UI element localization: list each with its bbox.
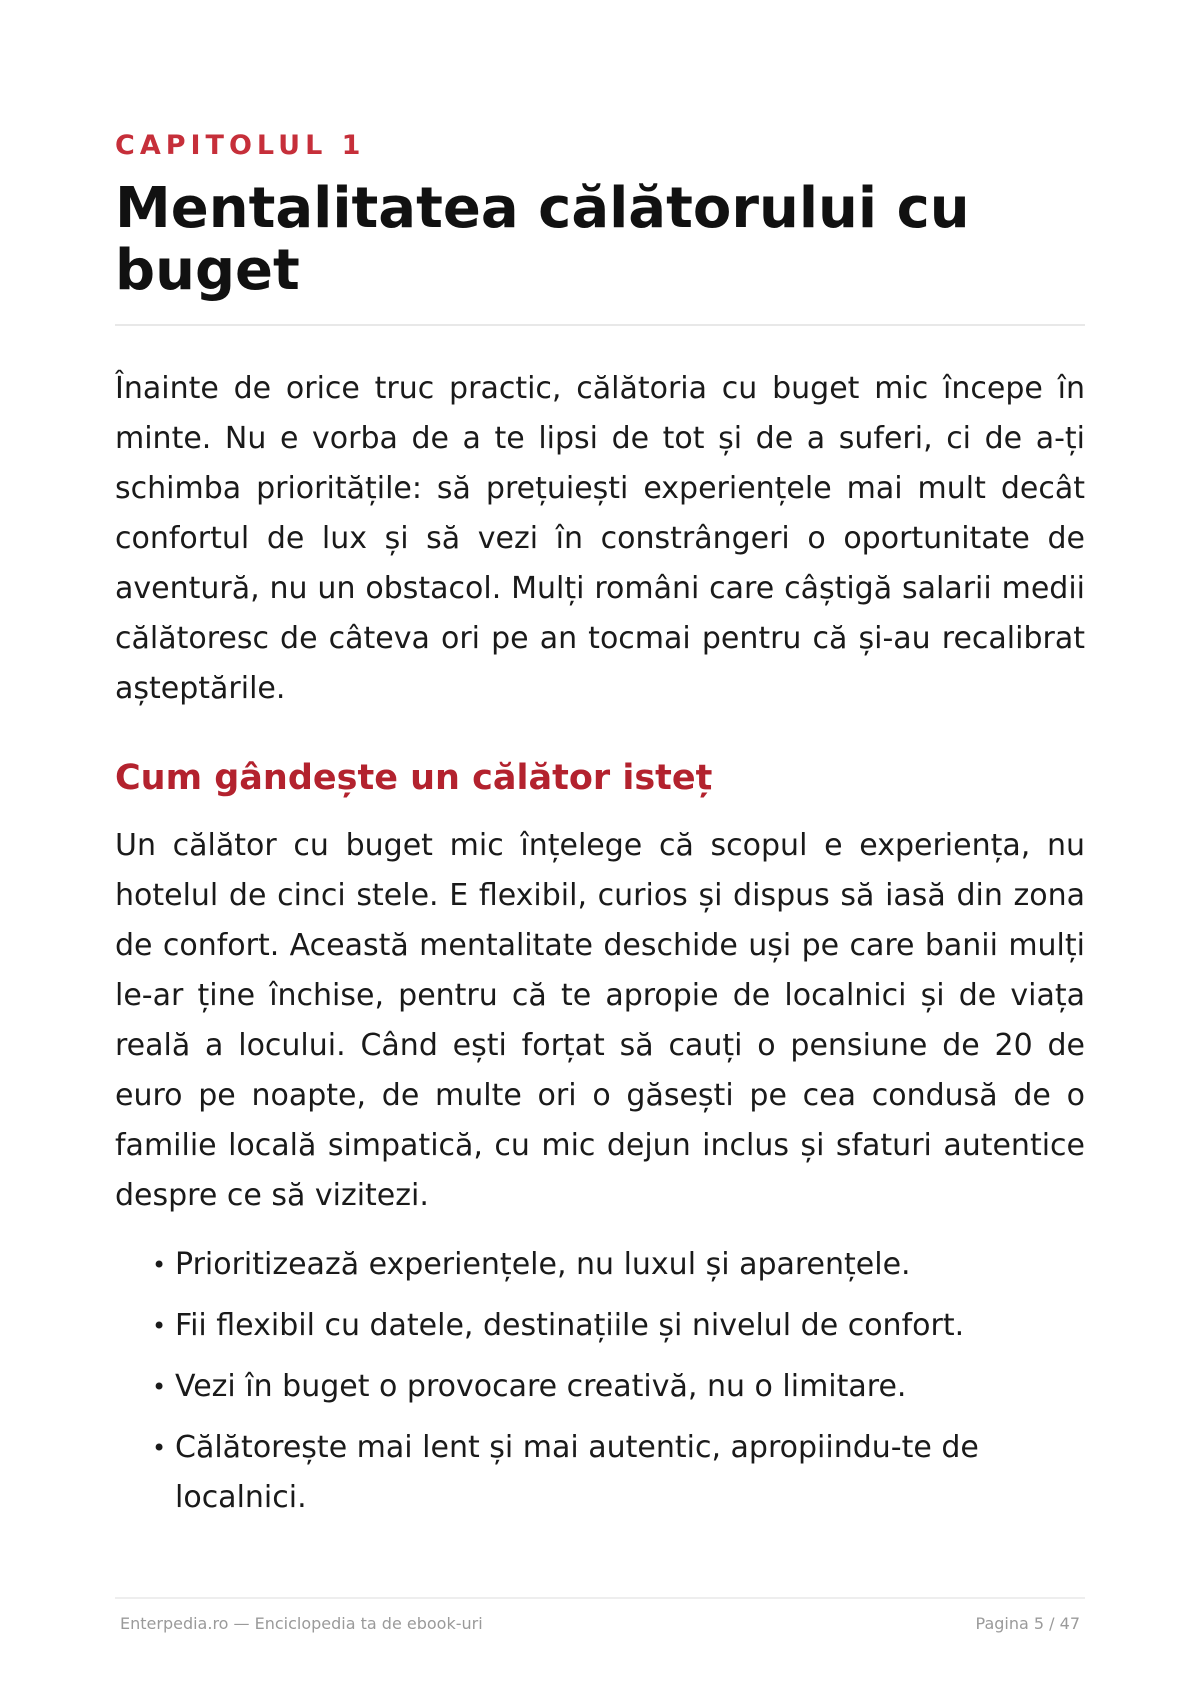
bullet-icon: • bbox=[152, 1312, 167, 1340]
document-page bbox=[115, 0, 1085, 1683]
list-item-text: Vezi în buget o provocare creativă, nu o limitare. bbox=[175, 1369, 907, 1404]
list-item bbox=[152, 1423, 1085, 1523]
section-paragraph: Un călător cu buget mic înțelege că scopul e experiența, nu hotelul de cinci stele. E flexibil, curios și dispus să iasă din zona de confort. Această mentalitate deschide uși pe care banii mulți le-ar ține închise, pentru că te apropie de localnici și de viața reală a locului. Când ești forțat să cauți o pensiune de 20 de euro pe noapte, de multe ori o găsești pe cea condusă de o familie locală simpatică, cu mic dejun inclus și sfaturi autentice despre ce să vizitezi. bbox=[115, 828, 1085, 1213]
footer-site: Enterpedia.ro — Enciclopedia ta de ebook-uri bbox=[120, 1614, 483, 1633]
title-divider bbox=[115, 324, 1085, 326]
list-item-text: Fii flexibil cu datele, destinațiile și nivelul de confort. bbox=[175, 1308, 965, 1343]
bullet-icon: • bbox=[152, 1251, 167, 1279]
footer-page-number: Pagina 5 / 47 bbox=[975, 1614, 1080, 1633]
list-item-text: Prioritizează experiențele, nu luxul și aparențele. bbox=[175, 1247, 911, 1282]
chapter-label: CAPITOLUL 1 bbox=[115, 130, 366, 161]
bullet-icon: • bbox=[152, 1373, 167, 1401]
list-item bbox=[152, 1362, 1085, 1412]
intro-paragraph: Înainte de orice truc practic, călătoria cu buget mic începe în minte. Nu e vorba de a te lipsi de tot și de a suferi, ci de a-ți schimba prioritățile: să prețuiești experiențele mai mult decât confortul de lux și să vezi în constrângeri o oportunitate de aventură, nu un obstacol. Mulți români care câștigă salarii medii călătoresc de câteva ori pe an tocmai pentru că și-au recalibrat așteptările. bbox=[115, 371, 1085, 706]
list-item bbox=[152, 1240, 1085, 1290]
tips-list bbox=[152, 1240, 1085, 1534]
list-item-text: Călătorește mai lent și mai autentic, apropiindu-te de localnici. bbox=[175, 1430, 979, 1515]
chapter-title: Mentalitatea călătorului cu buget bbox=[115, 176, 970, 303]
bullet-icon: • bbox=[152, 1434, 167, 1462]
list-item bbox=[152, 1301, 1085, 1351]
footer-divider bbox=[115, 1597, 1085, 1599]
section-heading: Cum gândește un călător isteț bbox=[115, 758, 713, 798]
